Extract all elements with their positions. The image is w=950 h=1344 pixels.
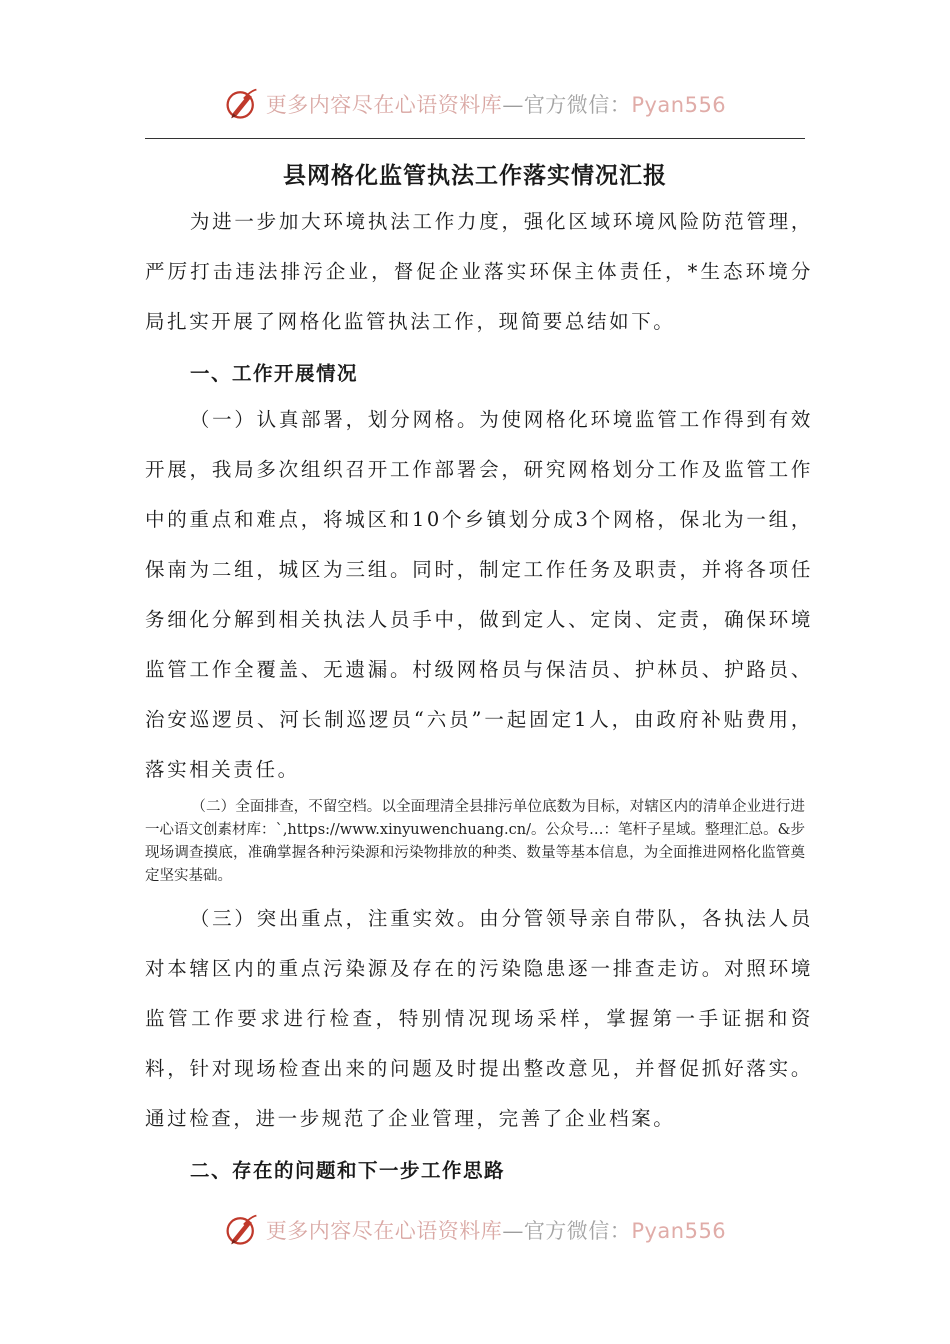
- banner-text: [266, 1215, 726, 1245]
- banner-main-text: 更多内容尽在心语资料库: [265, 1219, 503, 1243]
- banner-separator: —: [502, 93, 524, 117]
- header-divider: [145, 138, 805, 139]
- banner-wechat-id: Pyan556: [631, 1219, 727, 1243]
- banner-text: [266, 89, 726, 119]
- banner-main-text: 更多内容尽在心语资料库: [265, 93, 503, 117]
- section-heading-2: 二、存在的问题和下一步工作思路: [190, 1159, 506, 1182]
- banner-wechat-id: Pyan556: [631, 93, 727, 117]
- banner-wechat-label: 官方微信：: [523, 93, 632, 117]
- banner-separator: —: [502, 1219, 524, 1243]
- pen-circle-logo-icon: [224, 1212, 260, 1248]
- pen-circle-logo-icon: [224, 86, 260, 122]
- intro-paragraph: 为进一步加大环境执法工作力度，强化区域环境风险防范管理，严厉打击违法排污企业，督促企业落实环保主体责任，*生态环境分局扎实开展了网格化监管执法工作，现简要总结如下。: [145, 210, 813, 333]
- section-heading-1: 一、工作开展情况: [190, 362, 359, 385]
- item-paragraph-3: （三）突出重点，注重实效。由分管领导亲自带队，各执法人员对本辖区内的重点污染源及存在的污染隐患逐一排查走访。对照环境监管工作要求进行检查，特别情况现场采样，掌握第一手证据和资料，针对现场检查出来的问题及时提出整改意见，并督促抓好落实。通过检查，进一步规范了企业管理，完善了企业档案。: [145, 907, 813, 1130]
- header-banner: [0, 84, 950, 124]
- item-paragraph-2: （二）全面排查，不留空档。以全面理清全县排污单位底数为目标，对辖区内的清单企业进行进一心语文创素材库：`,https://www.xinyuwenchuang.cn/。公众号…：笔杆子星域。整理汇总。&步现场调查摸底，准确掌握各种污染源和污染物排放的种类、数量等基本信息，为全面推进网格化监管奠定坚实基础。: [145, 799, 805, 884]
- banner-wechat-label: 官方微信：: [523, 1219, 632, 1243]
- document-title: 县网格化监管执法工作落实情况汇报: [283, 162, 667, 189]
- footer-banner: [0, 1210, 950, 1250]
- item-paragraph-1: （一）认真部署，划分网格。为使网格化环境监管工作得到有效开展，我局多次组织召开工作部署会，研究网格划分工作及监管工作中的重点和难点，将城区和10个乡镇划分成3个网格，保北为一组，保南为二组，城区为三组。同时，制定工作任务及职责，并将各项任务细化分解到相关执法人员手中，做到定人、定岗、定责，确保环境监管工作全覆盖、无遗漏。村级网格员与保洁员、护林员、护路员、治安巡逻员、河长制巡逻员“六员”一起固定1人，由政府补贴费用，落实相关责任。: [145, 408, 813, 781]
